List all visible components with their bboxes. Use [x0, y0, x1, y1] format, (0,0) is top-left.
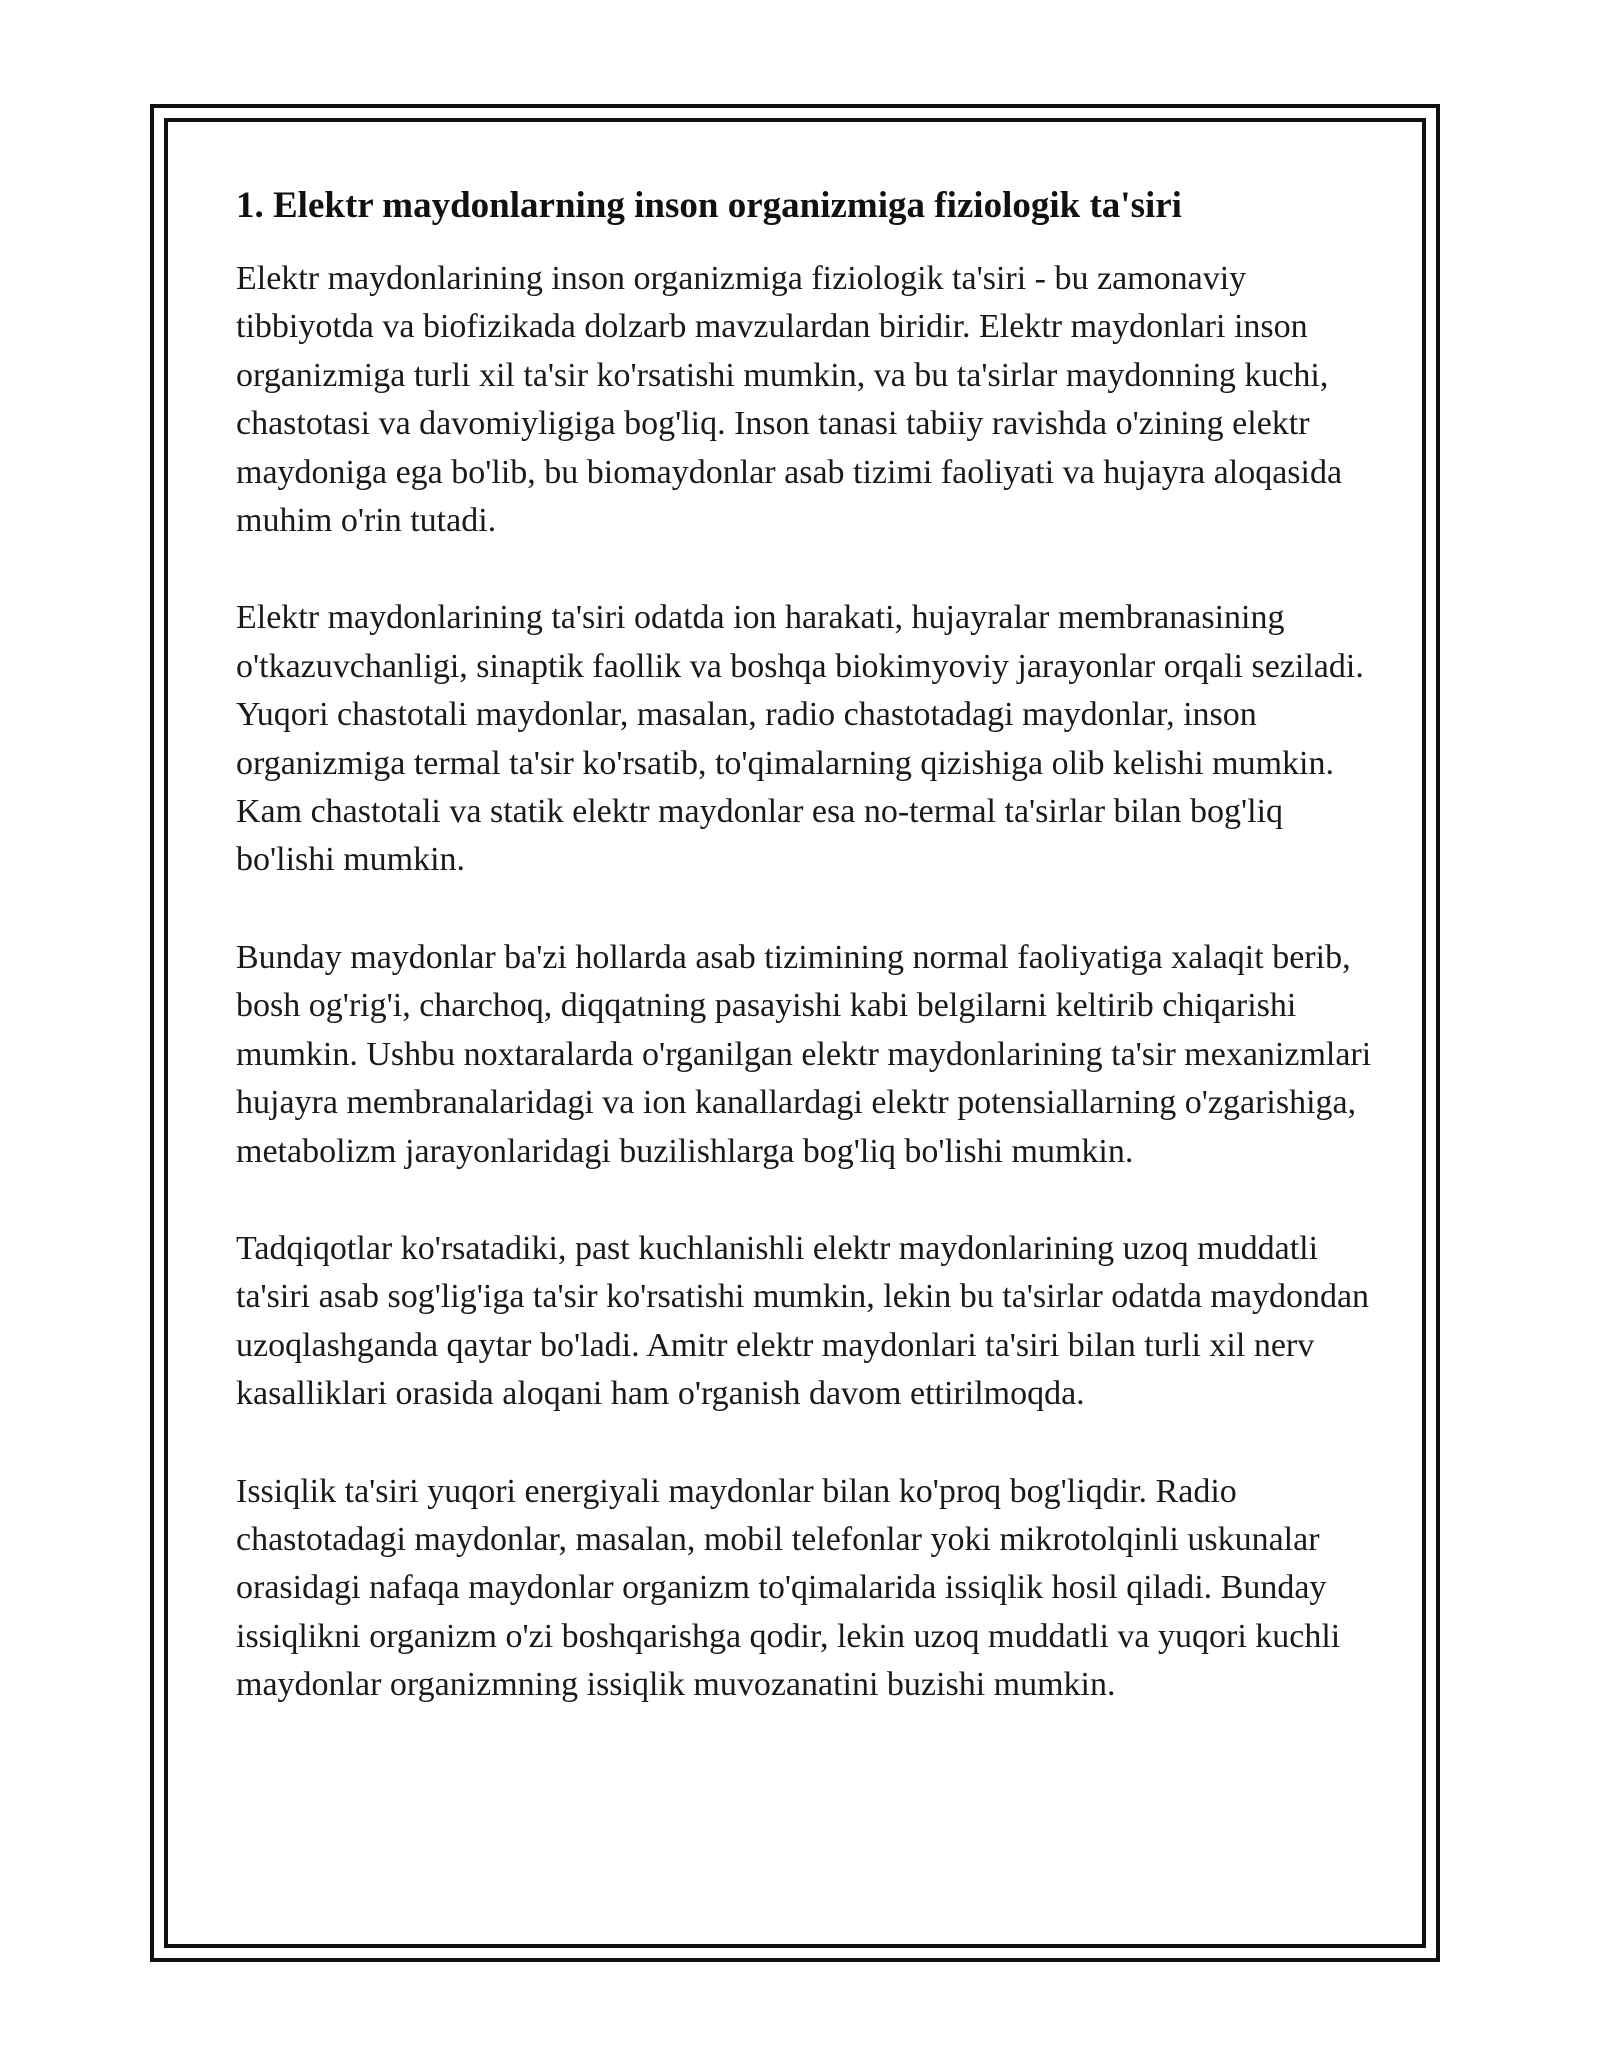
paragraph-5: Issiqlik ta'siri yuqori energiyali maydonlar bilan ko'proq bog'liqdir. Radio chastotadagi maydonlar, masalan, mobil telefonlar yoki mikrotolqinli uskunalar orasidagi nafaqa maydonlar organizm to'qimalarida issiqlik hosil qiladi. Bunday issiqlikni organizm o'zi boshqarishga qodir, lekin uzoq muddatli va yuqori kuchli maydonlar organizmning issiqlik muvozanatini buzishi mumkin. — [236, 1472, 1341, 1704]
paragraph-1: Elektr maydonlarining inson organizmiga fiziologik ta'siri - bu zamonaviy tibbiyotda va biofizikada dolzarb mavzulardan biridir. Elektr maydonlari inson organizmiga turli xil ta'sir ko'rsatishi mumkin, va bu ta'sirlar maydonning kuchi, chastotasi va davomiyligiga bog'liq. Inson tanasi tabiiy ravishda o'zining elektr maydoniga ega bo'lib, bu biomaydonlar asab tizimi faoliyati va hujayra aloqasida muhim o'rin tutadi. — [236, 260, 1343, 540]
paragraph-3: Bunday maydonlar ba'zi hollarda asab tizimining normal faoliyatiga xalaqit berib, bosh og'rig'i, charchoq, diqqatning pasayishi kabi belgilarni keltirib chiqarishi mumkin. Ushbu noxtaralarda o'rganilgan elektr maydonlarining ta'sir mexanizmlari hujayra membranalaridagi va ion kanallardagi elektr potensiallarning o'zgarishiga, metabolizm jarayonlaridagi buzilishlarga bog'liq bo'lishi mumkin. — [236, 938, 1372, 1170]
paragraph-2: Elektr maydonlarining ta'siri odatda ion harakati, hujayralar membranasining o'tkazuvchanligi, sinaptik faollik va boshqa biokimyoviy jarayonlar orqali seziladi. Yuqori chastotali maydonlar, masalan, radio chastotadagi maydonlar, inson organizmiga termal ta'sir ko'rsatib, to'qimalarning qizishiga olib kelishi mumkin. Kam chastotali va statik elektr maydonlar esa no-termal ta'sirlar bilan bog'liq bo'lishi mumkin. — [236, 599, 1364, 879]
paragraph-4: Tadqiqotlar ko'rsatadiki, past kuchlanishli elektr maydonlarining uzoq muddatli ta'siri asab sog'lig'iga ta'sir ko'rsatishi mumkin, lekin bu ta'sirlar odatda maydondan uzoqlashganda qaytar bo'ladi. Amitr elektr maydonlari ta'siri bilan turli xil nerv kasalliklari orasida aloqani ham o'rganish davom ettirilmoqda. — [236, 1229, 1370, 1413]
document-body — [236, 184, 1386, 1759]
section-heading: 1. Elektr maydonlarning inson organizmiga fiziologik ta'siri — [236, 185, 1182, 226]
